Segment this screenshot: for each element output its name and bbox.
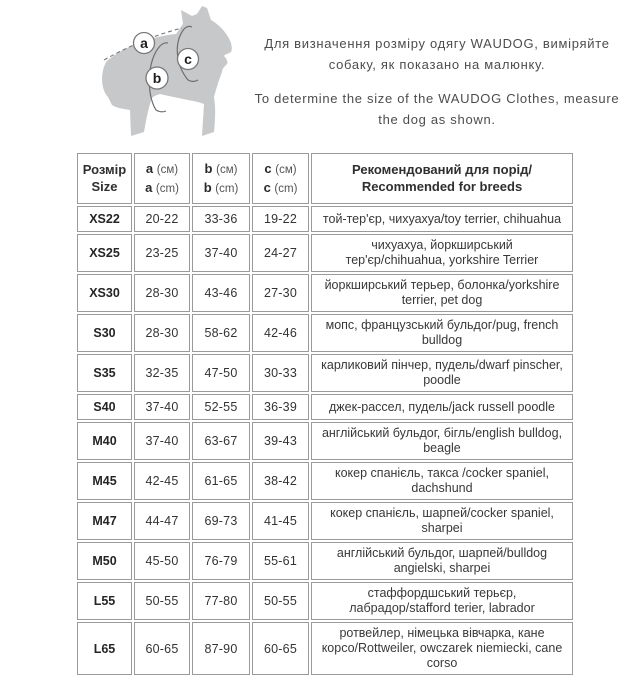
header-breeds-uk: Рекомендований для порід/ [352, 161, 532, 177]
table-row [77, 234, 573, 272]
cell-size: XS30 [77, 274, 132, 312]
cell-b: 52-55 [192, 394, 250, 420]
size-table [75, 151, 575, 677]
intro-text-block [252, 0, 640, 150]
cell-c: 55-61 [252, 542, 309, 580]
table-row [77, 542, 573, 580]
table-header-row [77, 153, 573, 204]
cell-breeds: англійський бульдог, шарпей/bulldog angielski, sharpei [311, 542, 573, 580]
intro-text-en: To determine the size of the WAUDOG Clothes, measure the dog as shown. [254, 91, 620, 128]
cell-a: 37-40 [134, 394, 190, 420]
cell-breeds: англійський бульдог, бігль/english bulldog, beagle [311, 422, 573, 460]
marker-b-label: b [152, 70, 162, 86]
header-a-unit-uk: (см) [156, 164, 179, 176]
table-row [77, 462, 573, 500]
cell-a: 44-47 [134, 502, 190, 540]
cell-size: S35 [77, 354, 132, 392]
marker-c-label: c [184, 51, 192, 67]
cell-breeds: йоркширський терьер, болонка/yorkshire terrier, pet dog [311, 274, 573, 312]
cell-a: 28-30 [134, 274, 190, 312]
cell-size: L55 [77, 582, 132, 620]
header-c-letter: c [264, 161, 272, 176]
cell-breeds: джек-рассел, пудель/jack russell poodle [311, 394, 573, 420]
table-row [77, 622, 573, 675]
cell-a: 60-65 [134, 622, 190, 675]
dog-silhouette [102, 6, 232, 136]
measure-line-b-hook-bottom [156, 110, 166, 112]
table-row [77, 502, 573, 540]
cell-breeds: мопс, французський бульдог/pug, french bulldog [311, 314, 573, 352]
cell-a: 20-22 [134, 206, 190, 232]
header-b-unit-en: (cm) [215, 182, 239, 195]
cell-size: L65 [77, 622, 132, 675]
cell-breeds: чихуахуа, йоркширський тер'єр/chihuahua, yorkshire Terrier [311, 234, 573, 272]
header-size-uk: Розмір [82, 161, 127, 177]
header-size-en: Size [91, 178, 118, 194]
cell-b: 58-62 [192, 314, 250, 352]
cell-size: M40 [77, 422, 132, 460]
cell-b: 77-80 [192, 582, 250, 620]
cell-b: 33-36 [192, 206, 250, 232]
dog-diagram-svg [88, 2, 258, 147]
cell-c: 30-33 [252, 354, 309, 392]
cell-c: 41-45 [252, 502, 309, 540]
header-b-letter2: b [203, 179, 212, 195]
cell-c: 38-42 [252, 462, 309, 500]
cell-a: 50-55 [134, 582, 190, 620]
cell-b: 69-73 [192, 502, 250, 540]
header-a-unit-en: (cm) [155, 182, 179, 195]
cell-b: 47-50 [192, 354, 250, 392]
cell-breeds: стаффордшський терьєр, лабрадор/stafford terier, labrador [311, 582, 573, 620]
cell-b: 43-46 [192, 274, 250, 312]
cell-b: 76-79 [192, 542, 250, 580]
table-row [77, 314, 573, 352]
cell-b: 37-40 [192, 234, 250, 272]
cell-c: 42-46 [252, 314, 309, 352]
cell-breeds: кокер спанієль, шарпей/cocker spaniel, sharpei [311, 502, 573, 540]
cell-breeds: кокер спанієль, такса /cocker spaniel, dachshund [311, 462, 573, 500]
table-row [77, 582, 573, 620]
header-breeds-en: Recommended for breeds [361, 178, 523, 194]
cell-a: 32-35 [134, 354, 190, 392]
cell-c: 36-39 [252, 394, 309, 420]
table-row [77, 206, 573, 232]
cell-breeds: ротвейлер, німецька вівчарка, кане корсо/Rottweiler, owczarek niemiecki, cane corso [311, 622, 573, 675]
cell-c: 19-22 [252, 206, 309, 232]
cell-c: 50-55 [252, 582, 309, 620]
cell-c: 24-27 [252, 234, 309, 272]
header-b-unit-uk: (см) [216, 164, 238, 176]
header-b-letter: b [204, 161, 213, 176]
header-breeds [311, 153, 573, 204]
intro-text-uk: Для визначення розміру одягу WAUDOG, виміряйте собаку, як показано на малюнку. [264, 36, 610, 73]
header-size [77, 153, 132, 204]
header-c-unit-uk: (см) [275, 164, 297, 176]
cell-breeds: карликовий пінчер, пудель/dwarf pinscher, poodle [311, 354, 573, 392]
table-row [77, 354, 573, 392]
header-c [252, 153, 309, 204]
header-a-letter2: a [145, 179, 153, 195]
cell-breeds: той-тер'єр, чихуахуа/toy terrier, chihuahua [311, 206, 573, 232]
cell-c: 39-43 [252, 422, 309, 460]
cell-a: 23-25 [134, 234, 190, 272]
cell-b: 87-90 [192, 622, 250, 675]
cell-a: 45-50 [134, 542, 190, 580]
cell-a: 28-30 [134, 314, 190, 352]
header-b [192, 153, 250, 204]
cell-size: XS25 [77, 234, 132, 272]
top-section [0, 0, 640, 150]
cell-size: M45 [77, 462, 132, 500]
cell-c: 27-30 [252, 274, 309, 312]
cell-b: 63-67 [192, 422, 250, 460]
cell-size: XS22 [77, 206, 132, 232]
header-a-letter: a [145, 161, 154, 176]
cell-a: 37-40 [134, 422, 190, 460]
cell-size: M50 [77, 542, 132, 580]
cell-size: S40 [77, 394, 132, 420]
marker-a-label: a [140, 35, 148, 51]
cell-a: 42-45 [134, 462, 190, 500]
cell-c: 60-65 [252, 622, 309, 675]
header-a [134, 153, 190, 204]
header-c-letter2: c [263, 179, 271, 195]
cell-b: 61-65 [192, 462, 250, 500]
table-row [77, 422, 573, 460]
dog-measurement-diagram [0, 0, 252, 150]
table-row [77, 394, 573, 420]
cell-size: S30 [77, 314, 132, 352]
table-row [77, 274, 573, 312]
header-c-unit-en: (cm) [274, 182, 298, 195]
cell-size: M47 [77, 502, 132, 540]
